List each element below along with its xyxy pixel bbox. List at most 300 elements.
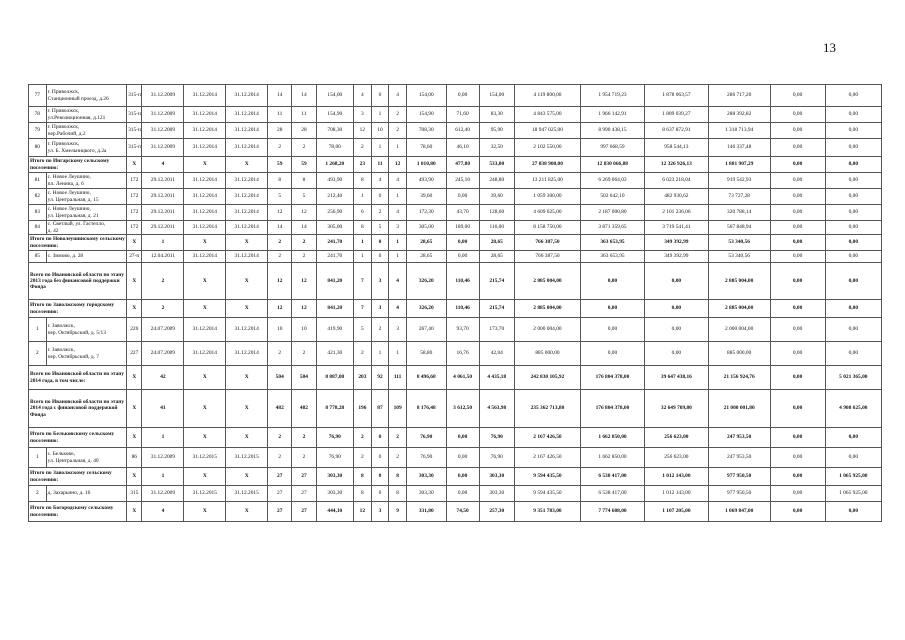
- table-cell: 1 268,20: [316, 157, 353, 173]
- table-cell: 12 830 066,88: [581, 157, 645, 173]
- table-cell: 349 392,99: [644, 251, 708, 263]
- table-cell: 92: [371, 366, 389, 390]
- table-cell: 0,00: [446, 468, 479, 486]
- table-cell: 31.12.2009: [142, 107, 184, 123]
- table-cell: Х: [127, 300, 142, 318]
- table-cell: 29.12.2011: [142, 205, 184, 221]
- table-cell: 1: [142, 428, 184, 448]
- table-cell: 2: [354, 428, 372, 448]
- table-cell: 0,00: [770, 342, 825, 366]
- table-cell: 1: [371, 342, 389, 366]
- table-cell: 16,76: [446, 342, 479, 366]
- table-cell: 1 010,80: [406, 157, 446, 173]
- table-cell: 0,00: [644, 342, 708, 366]
- table-cell: 116,00: [479, 221, 514, 235]
- table-cell: 11: [371, 157, 389, 173]
- table-cell: Х: [226, 235, 268, 251]
- table-cell: 2: [142, 263, 184, 300]
- table-cell: 12: [292, 300, 316, 318]
- table-cell: 4: [354, 85, 372, 107]
- table-cell: 504: [268, 366, 292, 390]
- table-cell: 0,00: [770, 502, 825, 522]
- table-cell: 482: [268, 390, 292, 428]
- table-cell: 315: [127, 486, 142, 502]
- table-cell: 256 623,00: [644, 448, 708, 468]
- table-cell: 0,00: [644, 300, 708, 318]
- table-cell: 27: [292, 486, 316, 502]
- table-cell: 203: [354, 366, 372, 390]
- table-cell: 76,90: [316, 448, 353, 468]
- table-cell: 83,30: [479, 107, 514, 123]
- table-cell: 0: [371, 468, 389, 486]
- table-cell: 326,20: [406, 300, 446, 318]
- address-cell: с. Новое Леушино, ул. Центральная, д. 15: [46, 189, 126, 205]
- table-cell: 6 023 218,04: [644, 173, 708, 189]
- table-cell: 85: [29, 251, 47, 263]
- table-cell: 5: [292, 189, 316, 205]
- table-cell: 5: [268, 189, 292, 205]
- total-label: Итого по Заволжскому городскому поселению:: [29, 300, 127, 318]
- table-cell: 12: [268, 300, 292, 318]
- table-cell: 2: [371, 318, 389, 342]
- table-cell: 76,90: [479, 448, 514, 468]
- table-cell: 0: [371, 251, 389, 263]
- table-cell: 154,90: [316, 107, 353, 123]
- table-cell: 0,00: [581, 300, 645, 318]
- table-cell: 1 059 300,00: [514, 189, 580, 205]
- table-cell: 1: [389, 251, 407, 263]
- table-cell: 2: [292, 251, 316, 263]
- table-cell: Х: [127, 428, 142, 448]
- table-cell: 8: [292, 173, 316, 189]
- table-cell: 42,04: [479, 342, 514, 366]
- table-cell: 2: [354, 342, 372, 366]
- table-cell: 2 885 004,00: [514, 300, 580, 318]
- address-cell: г. Приволжск, Станционный проезд, д.26: [46, 85, 126, 107]
- table-cell: 31.12.2014: [184, 173, 226, 189]
- table-cell: 2: [268, 139, 292, 157]
- table-cell: 8: [354, 221, 372, 235]
- table-cell: 5: [371, 221, 389, 235]
- table-cell: 0,00: [825, 300, 881, 318]
- table-cell: Х: [184, 157, 226, 173]
- table-cell: Х: [226, 502, 268, 522]
- table-cell: 176 804 378,00: [581, 366, 645, 390]
- table-cell: 533,00: [479, 157, 514, 173]
- table-cell: 12: [354, 123, 372, 139]
- table-cell: 766 387,50: [514, 251, 580, 263]
- table-cell: 2: [29, 342, 47, 366]
- table-cell: 172: [127, 173, 142, 189]
- table-cell: 2: [389, 123, 407, 139]
- table-cell: 8: [354, 468, 372, 486]
- table-cell: 305,00: [316, 221, 353, 235]
- table-cell: 2 101 236,06: [644, 205, 708, 221]
- table-cell: 7: [354, 300, 372, 318]
- table-cell: 8: [354, 173, 372, 189]
- table-cell: 154,00: [406, 85, 446, 107]
- table-cell: 12: [389, 157, 407, 173]
- table-cell: 21 156 924,76: [708, 366, 770, 390]
- table-cell: 708,30: [316, 123, 353, 139]
- table-cell: 8: [389, 486, 407, 502]
- table-cell: 39 647 438,16: [644, 366, 708, 390]
- table-cell: 31.12.2009: [142, 448, 184, 468]
- table-cell: 11: [292, 107, 316, 123]
- table-cell: 12: [268, 263, 292, 300]
- table-cell: 13 211 825,00: [514, 173, 580, 189]
- table-cell: 31.12.2009: [142, 85, 184, 107]
- table-cell: 315-п: [127, 123, 142, 139]
- address-cell: с. Бельково, ул. Центральная, д. 40: [46, 448, 126, 468]
- table-cell: 2 102 550,00: [514, 139, 580, 157]
- table-cell: 502 642,10: [581, 189, 645, 205]
- table-cell: 212,40: [316, 189, 353, 205]
- table-body: [29, 85, 882, 522]
- table-cell: 18 947 025,00: [514, 123, 580, 139]
- table-cell: 76,90: [316, 428, 353, 448]
- table-cell: 31.12.2009: [142, 486, 184, 502]
- total-row: [29, 235, 882, 251]
- table-cell: 176 804 378,00: [581, 390, 645, 428]
- table-cell: 2 885 004,00: [708, 300, 770, 318]
- table-cell: 0,00: [446, 486, 479, 502]
- table-cell: Х: [127, 263, 142, 300]
- table-cell: 27: [268, 486, 292, 502]
- table-cell: 2: [292, 448, 316, 468]
- table-cell: 31.12.2014: [184, 107, 226, 123]
- table-cell: 1 881 907,29: [708, 157, 770, 173]
- table-cell: 32 649 709,80: [644, 390, 708, 428]
- total-row: [29, 366, 882, 390]
- table-cell: Х: [184, 235, 226, 251]
- table-cell: 0,00: [825, 157, 881, 173]
- table-cell: 2: [292, 428, 316, 448]
- table-cell: 93,70: [446, 318, 479, 342]
- table-cell: 1 662 850,00: [581, 448, 645, 468]
- table-cell: 1: [29, 318, 47, 342]
- address-cell: г. Заволжск, пер. Октябрьский, д. 7: [46, 342, 126, 366]
- table-cell: 0,00: [770, 448, 825, 468]
- total-label: Всего по Ивановской области по этапу 2014 года с финансовой поддержкой Фонда: [29, 390, 127, 428]
- table-cell: 42: [142, 366, 184, 390]
- table-cell: 0,00: [770, 235, 825, 251]
- table-cell: 31.12.2009: [142, 139, 184, 157]
- total-row: [29, 300, 882, 318]
- table-cell: 885 000,00: [708, 342, 770, 366]
- table-cell: 28,65: [406, 251, 446, 263]
- table-cell: 3: [389, 221, 407, 235]
- table-cell: 1 012 143,00: [644, 486, 708, 502]
- table-cell: 0,00: [770, 300, 825, 318]
- table-cell: 2: [292, 342, 316, 366]
- table-cell: 0: [371, 428, 389, 448]
- table-cell: 0,00: [770, 390, 825, 428]
- table-cell: 76,90: [406, 448, 446, 468]
- table-cell: Х: [226, 428, 268, 448]
- table-cell: Х: [184, 428, 226, 448]
- table-cell: 7 774 688,00: [581, 502, 645, 522]
- table-cell: 245,10: [446, 173, 479, 189]
- table-cell: 39,60: [479, 189, 514, 205]
- table-cell: 315-п: [127, 139, 142, 157]
- table-cell: 2: [142, 300, 184, 318]
- table-cell: 1: [354, 235, 372, 251]
- table-cell: 28: [268, 123, 292, 139]
- table-cell: 12 326 926,13: [644, 157, 708, 173]
- table-cell: 227: [127, 342, 142, 366]
- address-cell: г. Заволжск, пер. Октябрьский, д. 5/13: [46, 318, 126, 342]
- table-cell: 958 544,13: [644, 139, 708, 157]
- table-cell: 256 623,00: [644, 428, 708, 448]
- page-number: 13: [823, 40, 836, 55]
- table-cell: 841,20: [316, 300, 353, 318]
- table-row: [29, 85, 882, 107]
- table-cell: 1 889 039,27: [644, 107, 708, 123]
- table-cell: 4 563,98: [479, 390, 514, 428]
- table-cell: 80: [29, 139, 47, 157]
- table-cell: 2 885 004,00: [708, 263, 770, 300]
- table-cell: 305,00: [406, 221, 446, 235]
- table-cell: 286 717,20: [708, 85, 770, 107]
- table-cell: 1 966 142,91: [581, 107, 645, 123]
- table-cell: 71,60: [446, 107, 479, 123]
- table-cell: 2 885 004,00: [514, 263, 580, 300]
- table-cell: 0,00: [825, 448, 881, 468]
- total-row: [29, 390, 882, 428]
- table-cell: 1: [29, 448, 47, 468]
- table-cell: 3: [371, 502, 389, 522]
- table-cell: 2: [389, 428, 407, 448]
- table-cell: Х: [184, 263, 226, 300]
- address-cell: с. Светлый, ул. Гастелло, д. 42: [46, 221, 126, 235]
- table-cell: 7: [354, 263, 372, 300]
- table-cell: 2: [354, 139, 372, 157]
- table-cell: 0: [371, 448, 389, 468]
- table-cell: 27: [268, 502, 292, 522]
- table-cell: 303,30: [316, 468, 353, 486]
- table-cell: 53 340,56: [708, 251, 770, 263]
- table-cell: 31.12.2014: [184, 251, 226, 263]
- table-cell: 226: [127, 318, 142, 342]
- table-cell: 84: [29, 221, 47, 235]
- table-cell: 997 668,59: [581, 139, 645, 157]
- table-cell: 31.12.2015: [226, 448, 268, 468]
- table-cell: 303,30: [316, 486, 353, 502]
- table-cell: 3: [389, 318, 407, 342]
- table-cell: 0: [371, 85, 389, 107]
- table-cell: 0,00: [581, 318, 645, 342]
- table-cell: 83: [29, 205, 47, 221]
- table-cell: 977 950,50: [708, 486, 770, 502]
- table-cell: 78,60: [406, 139, 446, 157]
- table-cell: 1: [354, 189, 372, 205]
- table-cell: 419,90: [316, 318, 353, 342]
- table-cell: 841,20: [316, 263, 353, 300]
- table-cell: Х: [127, 366, 142, 390]
- table-cell: 1 065 925,00: [825, 468, 881, 486]
- table-cell: 10: [268, 318, 292, 342]
- table-row: [29, 205, 882, 221]
- table-cell: 215,74: [479, 300, 514, 318]
- table-cell: 4 908 625,00: [825, 390, 881, 428]
- table-cell: 2: [29, 486, 47, 502]
- total-label: Всего по Ивановской области по этапу 2013 года без финансовой поддержки Фонда: [29, 263, 127, 300]
- table-cell: 4: [389, 173, 407, 189]
- table-cell: 2: [371, 205, 389, 221]
- table-cell: 315-п: [127, 107, 142, 123]
- table-cell: 326,20: [406, 263, 446, 300]
- table-cell: 8: [389, 468, 407, 486]
- table-cell: 1 954 719,23: [581, 85, 645, 107]
- table-cell: 3 612,50: [446, 390, 479, 428]
- table-cell: 14: [268, 85, 292, 107]
- total-label: Итого по Заволжскому сельскому поселению:: [29, 468, 127, 486]
- table-cell: 0,00: [770, 157, 825, 173]
- table-cell: 12: [268, 205, 292, 221]
- table-cell: 6 269 064,03: [581, 173, 645, 189]
- table-cell: 31.12.2014: [226, 85, 268, 107]
- table-cell: 78,00: [316, 139, 353, 157]
- table-cell: 331,80: [406, 502, 446, 522]
- table-cell: 27: [268, 468, 292, 486]
- table-cell: 28,65: [479, 251, 514, 263]
- table-cell: 4 061,50: [446, 366, 479, 390]
- table-cell: 0,00: [770, 189, 825, 205]
- table-cell: 81: [29, 173, 47, 189]
- total-label: Итого по Богородскому сельскому поселению:: [29, 502, 127, 522]
- table-cell: 6: [354, 205, 372, 221]
- table-row: [29, 342, 882, 366]
- table-cell: 31.12.2014: [184, 85, 226, 107]
- table-cell: 1 662 850,00: [581, 428, 645, 448]
- table-cell: 31.12.2014: [226, 123, 268, 139]
- table-cell: 73 727,28: [708, 189, 770, 205]
- table-cell: 9 594 435,50: [514, 486, 580, 502]
- table-cell: 172,30: [406, 205, 446, 221]
- table-cell: 0,00: [446, 428, 479, 448]
- table-cell: 1: [371, 107, 389, 123]
- table-cell: 2: [268, 342, 292, 366]
- table-cell: Х: [226, 300, 268, 318]
- table-cell: 0,00: [770, 173, 825, 189]
- table-cell: 0,00: [825, 139, 881, 157]
- address-cell: с. Зимово, д. 28: [46, 251, 126, 263]
- table-cell: 235 362 713,80: [514, 390, 580, 428]
- table-cell: 2: [268, 448, 292, 468]
- table-cell: 24.07.2009: [142, 342, 184, 366]
- table-cell: 28,65: [479, 235, 514, 251]
- table-cell: 0,00: [770, 318, 825, 342]
- table-cell: 8 158 750,00: [514, 221, 580, 235]
- table-cell: 0,00: [825, 85, 881, 107]
- table-cell: Х: [184, 390, 226, 428]
- table-cell: 4: [389, 205, 407, 221]
- table-cell: 0,00: [825, 123, 881, 139]
- address-cell: г. Приволжск, ул.Революционная, д.121: [46, 107, 126, 123]
- table-cell: 708,30: [406, 123, 446, 139]
- table-cell: 1: [142, 468, 184, 486]
- table-cell: 5: [354, 318, 372, 342]
- table-cell: 2 167 426,50: [514, 448, 580, 468]
- table-cell: 2: [354, 448, 372, 468]
- table-cell: 23: [354, 157, 372, 173]
- total-row: [29, 157, 882, 173]
- table-cell: 31.12.2014: [226, 205, 268, 221]
- table-cell: 95,90: [479, 123, 514, 139]
- table-cell: 1: [389, 189, 407, 205]
- table-cell: Х: [184, 300, 226, 318]
- total-row: [29, 468, 882, 486]
- table-cell: 8 887,08: [316, 366, 353, 390]
- table-cell: 0,00: [770, 85, 825, 107]
- table-cell: 0: [371, 486, 389, 502]
- table-cell: 0,00: [446, 235, 479, 251]
- table-cell: 31.12.2014: [184, 123, 226, 139]
- table-cell: 31.12.2014: [226, 139, 268, 157]
- table-cell: 31.12.2015: [226, 486, 268, 502]
- table-cell: 4 119 800,00: [514, 85, 580, 107]
- table-cell: 349 392,99: [644, 235, 708, 251]
- table-cell: 27: [292, 468, 316, 486]
- table-cell: 0,00: [825, 235, 881, 251]
- table-row: [29, 123, 882, 139]
- table-cell: 43,70: [446, 205, 479, 221]
- table-cell: 31.12.2014: [226, 189, 268, 205]
- table-cell: 76,90: [479, 428, 514, 448]
- table-cell: 2: [389, 107, 407, 123]
- table-cell: 4: [389, 85, 407, 107]
- total-row: [29, 502, 882, 522]
- table-cell: 885 000,00: [514, 342, 580, 366]
- table-row: [29, 251, 882, 263]
- table-cell: 8 176,48: [406, 390, 446, 428]
- table-cell: 27 038 900,00: [514, 157, 580, 173]
- table-cell: 0,00: [446, 448, 479, 468]
- table-cell: 303,30: [406, 468, 446, 486]
- table-cell: 4: [142, 157, 184, 173]
- table-cell: 87: [371, 390, 389, 428]
- table-cell: Х: [226, 468, 268, 486]
- table-cell: Х: [127, 502, 142, 522]
- table-cell: 0,00: [825, 205, 881, 221]
- table-cell: 444,10: [316, 502, 353, 522]
- table-cell: 4: [389, 263, 407, 300]
- table-cell: 86: [127, 448, 142, 468]
- table-cell: 77: [29, 85, 47, 107]
- table-cell: 567 848,94: [708, 221, 770, 235]
- table-cell: 28: [292, 123, 316, 139]
- table-cell: 76,90: [406, 428, 446, 448]
- table-cell: 0,00: [644, 263, 708, 300]
- table-cell: 1 318 713,94: [708, 123, 770, 139]
- table-cell: 21 000 001,80: [708, 390, 770, 428]
- table-cell: 1 878 063,57: [644, 85, 708, 107]
- table-cell: 31.12.2014: [184, 189, 226, 205]
- table-cell: 8: [354, 486, 372, 502]
- table-cell: 303,30: [479, 486, 514, 502]
- table-cell: 2: [292, 139, 316, 157]
- table-cell: 31.12.2015: [184, 486, 226, 502]
- table-cell: 172: [127, 205, 142, 221]
- table-cell: 421,30: [316, 342, 353, 366]
- table-cell: 146 337,48: [708, 139, 770, 157]
- table-row: [29, 107, 882, 123]
- table-cell: 0,00: [825, 502, 881, 522]
- table-cell: 46,10: [446, 139, 479, 157]
- table-cell: 78: [29, 107, 47, 123]
- table-cell: 5 021 365,00: [825, 366, 881, 390]
